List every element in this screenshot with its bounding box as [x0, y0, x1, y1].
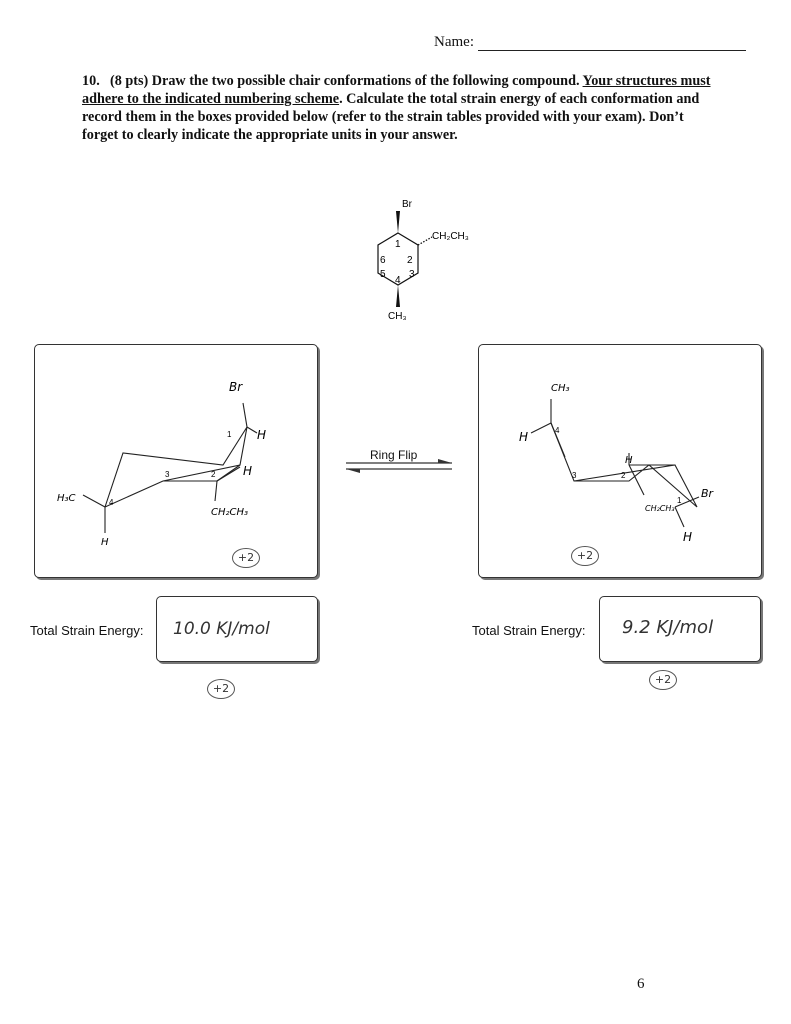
left-num-1: 1 [227, 430, 232, 439]
right-h4-label: H [519, 430, 529, 444]
left-ethyl-label: CH₂CH₃ [211, 507, 249, 518]
question-underlined: Your structures must adhere to the indicated numbering scheme [82, 73, 711, 107]
ring-num-5: 5 [380, 269, 386, 280]
question-number: 10. [82, 73, 100, 89]
chair-box-right [478, 344, 762, 578]
left-chair-points: +2 [232, 548, 260, 568]
right-strain-points: +2 [649, 670, 677, 690]
left-h2-label: H [243, 464, 253, 478]
compound-methyl: CH₃ [388, 311, 407, 322]
left-strain-label: Total Strain Energy: [30, 623, 144, 638]
right-ch3-label: CH₃ [551, 383, 570, 394]
name-label: Name: [434, 34, 474, 50]
chair-left-drawing [35, 345, 317, 577]
right-chair-points: +2 [571, 546, 599, 566]
right-h1-label: H [683, 530, 693, 544]
chair-box-left [34, 344, 318, 578]
right-num-2: 2 [621, 471, 626, 480]
right-num-1: 1 [677, 496, 682, 505]
compound-br: Br [402, 199, 412, 210]
chair-right-drawing [479, 345, 761, 577]
right-num-4: 4 [555, 426, 560, 435]
ring-flip-arrows [342, 458, 456, 474]
ring-flip-label: Ring Flip [370, 448, 418, 462]
right-br-label: Br [701, 487, 714, 500]
right-h2-label: H [625, 455, 633, 466]
name-field [434, 34, 746, 51]
ring-num-4: 4 [395, 275, 401, 286]
ring-num-1: 1 [395, 239, 401, 250]
left-methyl-label: H₃C [57, 493, 76, 504]
question-text [82, 72, 722, 144]
left-num-4: 4 [109, 498, 114, 507]
right-strain-label: Total Strain Energy: [472, 623, 586, 638]
compound-structure [350, 195, 520, 330]
left-strain-value: 10.0 KJ/mol [173, 619, 270, 639]
right-strain-box[interactable] [599, 596, 761, 662]
ring-num-2: 2 [407, 255, 413, 266]
name-blank[interactable] [478, 36, 746, 51]
right-strain-value: 9.2 KJ/mol [622, 617, 714, 638]
left-strain-box[interactable] [156, 596, 318, 662]
ring-num-3: 3 [409, 269, 415, 280]
right-ethyl-label: CH₂CH₃ [645, 504, 675, 513]
right-num-3: 3 [572, 471, 577, 480]
question-part1: (8 pts) Draw the two possible chair conformations of the following compound. [110, 73, 580, 89]
page-number: 6 [637, 976, 645, 992]
left-num-2: 2 [211, 470, 216, 479]
left-strain-points: +2 [207, 679, 235, 699]
left-h1-label: H [257, 428, 267, 442]
left-num-3: 3 [165, 470, 170, 479]
compound-ethyl: CH₂CH₃ [432, 231, 469, 242]
left-h4-label: H [101, 537, 109, 548]
ring-num-6: 6 [380, 255, 386, 266]
question-part2: . Calculate the total strain energy of each conformation and record them in the boxes provided below (refer to the strain tables provided with your exam). Don’t forget to clearly indicate the appropriate units in your answer. [82, 91, 700, 143]
left-br-label: Br [229, 380, 243, 394]
